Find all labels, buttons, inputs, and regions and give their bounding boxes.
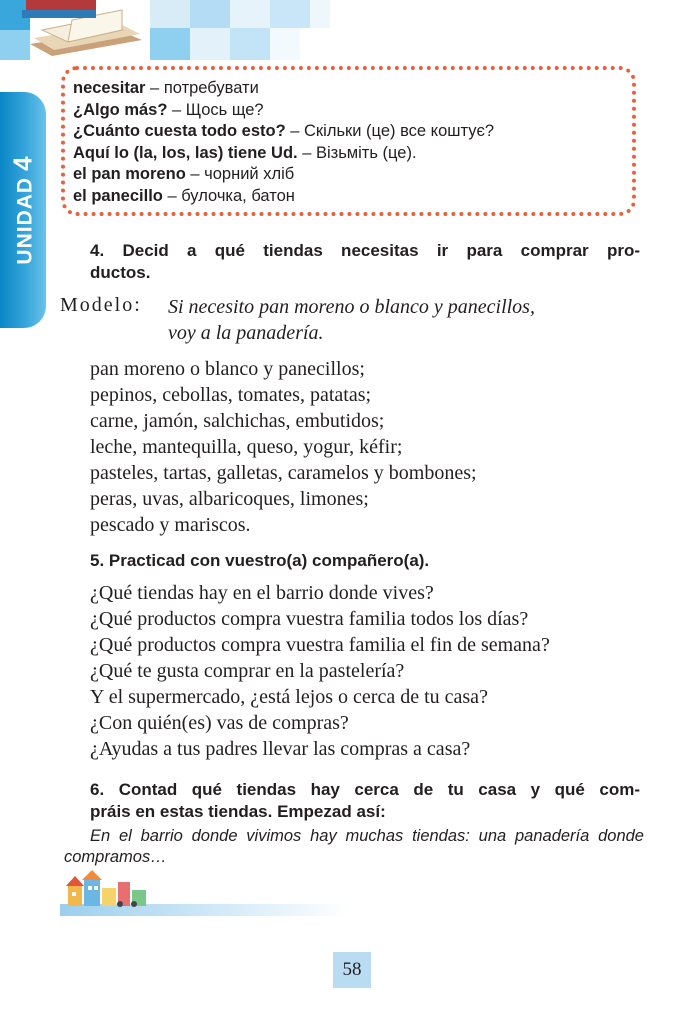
list-item: pan moreno o blanco y panecillos; [90,358,365,380]
vocab-translation: – булочка, батон [162,186,295,205]
exercise-6-example: En el barrio donde vivimos hay muchas tiendas: una panadería donde compramos… [64,827,644,866]
list-item: pescado y mariscos. [90,514,251,536]
unit-label-text: UNIDAD [13,176,37,265]
model-label: Modelo: [60,294,142,316]
exercise-5-question-list [90,580,550,762]
list-item: leche, mantequilla, queso, yogur, kéfir; [90,436,403,458]
exercise-4-heading [90,240,640,284]
list-item: ¿Ayudas a tus padres llevar las compras a casa? [90,738,471,760]
unit-number: 4 [7,155,38,171]
list-item: ¿Qué te gusta comprar en la pastelería? [90,660,405,682]
exercise-5-heading: 5. Practicad con vuestro(a) compañero(a). [90,551,430,570]
vocab-entry [73,164,632,186]
vocab-translation: – чорний хліб [185,165,295,183]
vocab-term: el panecillo [73,186,163,205]
vocabulary-box [61,66,636,216]
exercise-6-heading [90,779,640,823]
town-illustration [60,868,350,920]
exercise-4-product-list [90,356,477,538]
list-item: ¿Qué productos compra vuestra familia todos los días? [90,608,529,630]
vocab-term: ¿Algo más? [73,100,168,119]
list-item: ¿Qué productos compra vuestra familia el fin de semana? [90,634,550,656]
unit-label [8,155,39,264]
exercise-6-heading-line-1: 6. Contad qué tiendas hay cerca de tu casa y qué com- [90,780,640,799]
list-item: pepinos, cebollas, tomates, patatas; [90,384,372,406]
vocab-entry [73,143,632,165]
list-item: Y el supermercado, ¿está lejos o cerca de tu casa? [90,686,488,708]
list-item: peras, uvas, albaricoques, limones; [90,488,369,510]
model-example-line-1: Si necesito pan moreno o blanco y panecillos, [168,296,535,318]
list-item: pasteles, tartas, galletas, caramelos y bombones; [90,462,477,484]
model-example [168,294,648,346]
vocab-entry [73,100,632,122]
model-example-line-2: voy a la panadería. [168,322,324,344]
vocab-entry [73,78,632,100]
vocab-translation: – Візьміть (це). [297,143,417,162]
exercise-4-heading-line-1: 4. Decid a qué tiendas necesitas ir para comprar pro- [90,241,640,260]
list-item: carne, jamón, salchichas, embutidos; [90,410,385,432]
vocab-entry [73,186,632,208]
books-illustration [22,0,152,62]
vocab-translation: – Щось ще? [167,100,264,119]
page-number: 58 [333,952,371,988]
exercise-4-heading-line-2: ductos. [90,263,151,282]
vocab-term: necesitar [73,79,146,97]
exercise-6-heading-line-2: práis en estas tiendas. Empezad así: [90,802,386,821]
vocab-translation: – Скільки (це) все коштує? [285,122,495,140]
list-item: ¿Qué tiendas hay en el barrio donde vives? [90,582,434,604]
vocab-entry [73,121,632,143]
vocab-term: ¿Cuánto cuesta todo esto? [73,122,286,140]
vocab-translation: – потребувати [145,79,259,97]
vocab-term: Aquí lo (la, los, las) tiene Ud. [73,143,298,162]
list-item: ¿Con quién(es) vas de compras? [90,712,349,734]
vocab-term: el pan moreno [73,165,186,183]
